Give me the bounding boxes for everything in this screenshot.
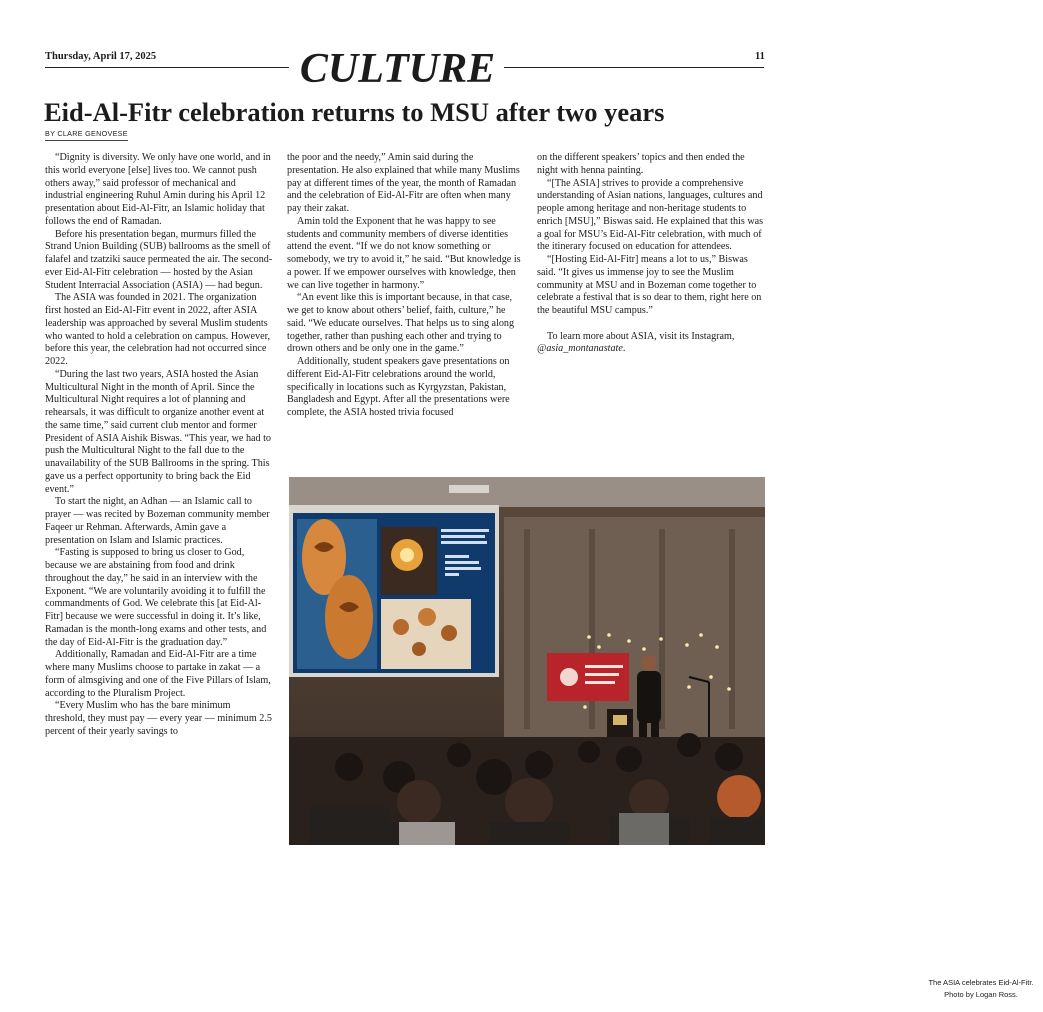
issue-date: Thursday, April 17, 2025 <box>45 51 157 62</box>
paragraph: “Dignity is diversity. We only have one world, and in this world everyone [else] lives too. We cannot push others away,” said professor of mechanical and industrial engineering Ruhul Amin during his April 12 presentation about Eid-Al-Fitr, an Islamic holiday that follows the end of Ramadan. <box>45 152 271 227</box>
paragraph: “An event like this is important because, in that case, we get to know about others’ belief, faith, culture,” he said. “We educate ourselves. That helps us to sing along together, rather than pushing each other and trying to drown others and be only one in the game.” <box>287 292 515 355</box>
caption-credit: Photo by Logan Ross. <box>944 990 1018 999</box>
paragraph: “Fasting is supposed to bring us closer to God, because we are abstaining from food and drink throughout the day,” he said in an interview with the Exponent. “We are voluntarily avoiding it to fulfill the commandments of God. We celebrate this [at Eid-Al-Fitr] because we were successful in doing it. It’s like, Ramadan is the month-long exams and other tests, and the day of Eid-Al-Fitr is the graduation day.” <box>45 547 267 648</box>
paragraph: To start the night, an Adhan — an Islamic call to prayer — was recited by Bozeman community member Faqeer ur Rehman. Afterwards, Amin gave a presentation on Islam and Islamic practices. <box>45 496 270 546</box>
photo-caption <box>919 974 1043 1012</box>
paragraph: the poor and the needy,” Amin said during the presentation. He also explained that while many Muslims pay at different times of the year, the month of Ramadan and the celebration of Eid-Al-Fitr are often when many pay their zakat. <box>287 152 520 214</box>
closing-text: To learn more about ASIA, visit its Instagram, <box>547 330 735 342</box>
article-column-2 <box>287 152 521 420</box>
masthead-rule-right <box>504 67 764 68</box>
paragraph: Amin told the Exponent that he was happy to see students and community members of diverse identities attend the event. “If we do not know something or somebody, we try to avoid it,” he said. “But knowledge is a power. If we empower ourselves with knowledge, then we can live together in harmony.” <box>287 215 521 291</box>
paragraph: “[The ASIA] strives to provide a comprehensive understanding of Asian nations, languages, cultures and people among heritage and non-heritage students to enrich [MSU],” Biswas said. He explained that this was a goal for MSU’s Eid-Al-Fitr celebration, with much of the itinerary focused on education for attendees. <box>537 177 764 253</box>
paragraph: The ASIA was founded in 2021. The organization first hosted an Eid-Al-Fitr event in 2022, after ASIA leadership was approached by several Muslim students who wanted to hold a celebration on campus. However, before this year, the celebration had not occurred since 2022. <box>45 292 271 367</box>
closing-paragraph <box>537 331 765 357</box>
paragraph-gap <box>537 318 765 331</box>
article-column-3 <box>537 152 765 356</box>
event-photo <box>289 477 1034 999</box>
article-column-1 <box>45 152 273 739</box>
paragraph: on the different speakers’ topics and then ended the night with henna painting. <box>537 152 745 176</box>
paragraph: “During the last two years, ASIA hosted the Asian Multicultural Night in the month of April. Since the Multicultural Night requires a lot of planning and rehearsals, it was difficult to organize another event at the same time,” said current club mentor and former President of ASIA Aishik Biswas. “This year, we had to push the Multicultural Night to the fall due to the unavailability of the SUB Ballrooms in the spring. This gave us a perfect opportunity to bring back the Eid event.” <box>45 368 271 495</box>
instagram-handle: @asia_montanastate <box>537 343 623 355</box>
paragraph: Additionally, student speakers gave presentations on different Eid-Al-Fitr celebrations around the world, specifically in locations such as Kyrgyzstan, Pakistan, Bangladesh and Egypt. After all the presentations were complete, the ASIA hosted trivia focused <box>287 356 510 418</box>
article-headline: Eid-Al-Fitr celebration returns to MSU after two years <box>44 97 665 127</box>
page-number: 11 <box>755 51 765 62</box>
caption-line-1: The ASIA celebrates Eid-Al-Fitr. <box>928 978 1034 987</box>
article-byline: BY CLARE GENOVESE <box>45 129 128 141</box>
section-title: CULTURE <box>299 46 496 92</box>
paragraph: Additionally, Ramadan and Eid-Al-Fitr are a time where many Muslims choose to partake in zakat — a form of almsgiving and one of the Five Pillars of Islam, according to the Pluralism Project. <box>45 649 271 699</box>
paragraph: Before his presentation began, murmurs filled the Strand Union Building (SUB) ballrooms as the smell of falafel and tzatziki sauce permeated the air. The second-ever Eid-Al-Fitr celebration — hosted by the Asian Student Interracial Association (ASIA) — had begun. <box>45 228 273 291</box>
paragraph: “[Hosting Eid-Al-Fitr] means a lot to us,” Biswas said. “It gives us immense joy to see the Muslim community at MSU and in Bozeman come together to celebrate a festival that is so dear to them, right here on the beautiful MSU campus.” <box>537 254 762 316</box>
masthead-rule-left <box>45 67 289 68</box>
event-photo-illustration <box>289 477 765 845</box>
paragraph: “Every Muslim who has the bare minimum threshold, they must pay — every year — minimum 2.5 percent of their yearly savings to <box>45 700 272 737</box>
closing-end: . <box>622 343 626 355</box>
